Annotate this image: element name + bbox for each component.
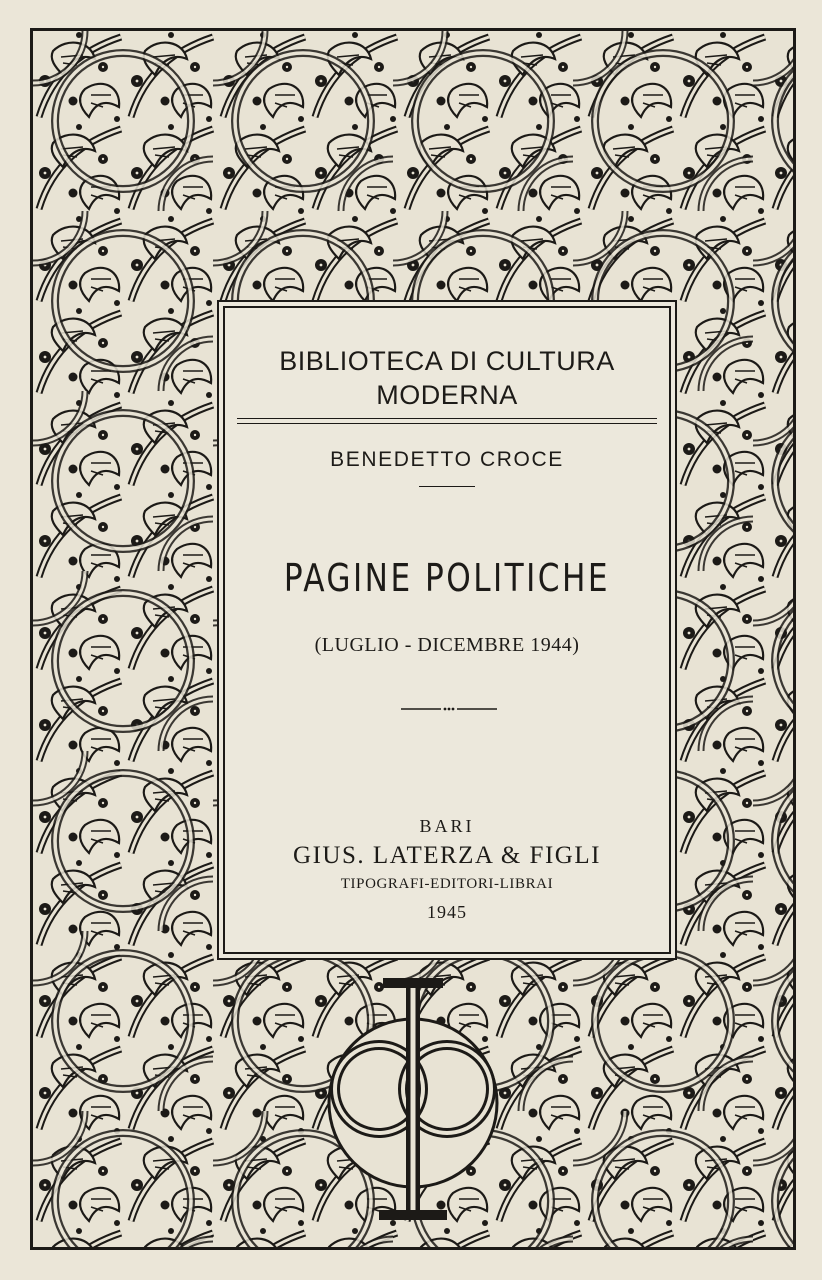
series-line-2: MODERNA	[376, 380, 518, 410]
dotted-ornament-rule	[401, 704, 497, 714]
publication-city: BARI	[419, 816, 475, 836]
double-rule-divider	[237, 418, 657, 424]
ornamental-border-frame	[30, 28, 796, 1250]
author-name: BENEDETTO CROCE	[330, 448, 564, 471]
series-line-1: BIBLIOTECA DI CULTURA	[279, 346, 615, 376]
date-range-subtitle: (LUGLIO - DICEMBRE 1944)	[314, 634, 580, 656]
series-name	[225, 344, 669, 412]
title-panel	[223, 306, 671, 954]
publisher-name: GIUS. LATERZA & FIGLI	[293, 842, 601, 869]
publisher-trade: TIPOGRAFI-EDITORI-LIBRAI	[340, 876, 554, 892]
publication-year: 1945	[427, 902, 467, 922]
short-rule-divider	[419, 486, 475, 487]
book-title: PAGINE POLITICHE	[283, 556, 611, 600]
